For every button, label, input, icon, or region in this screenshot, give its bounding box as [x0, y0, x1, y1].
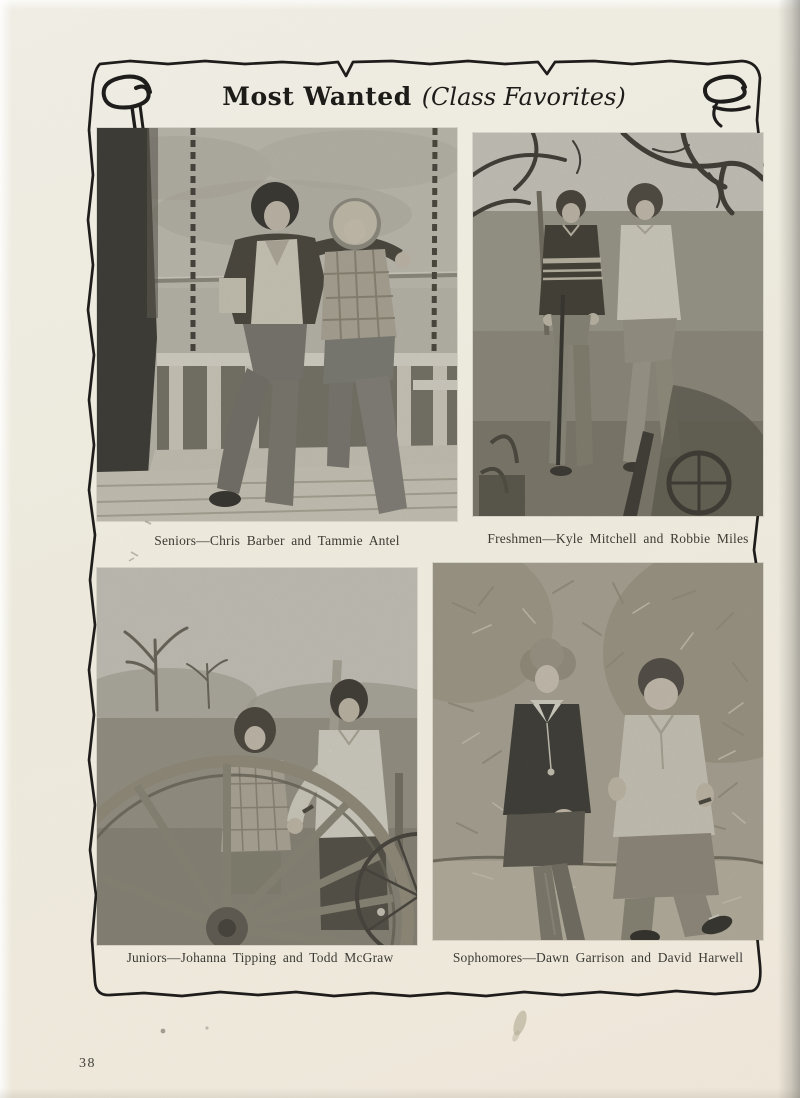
photo-illustration [97, 128, 457, 521]
photo-juniors [97, 568, 417, 945]
page-title [86, 82, 762, 111]
scan-edge-bottom [0, 1088, 800, 1098]
scan-edge-right [778, 0, 800, 1098]
caption-sophomores: Sophomores—Dawn Garrison and David Harwell [452, 950, 744, 965]
photo-illustration [473, 133, 763, 516]
smudge-marks [161, 1009, 530, 1043]
title-main: Most Wanted [222, 82, 412, 111]
photo-illustration [97, 568, 417, 945]
caption-juniors: Juniors—Johanna Tipping and Todd McGraw [126, 950, 394, 965]
photo-illustration [433, 563, 763, 940]
caption-seniors: Seniors—Chris Barber and Tammie Antel [154, 533, 400, 548]
photo-freshmen [473, 133, 763, 516]
caption-freshmen: Freshmen—Kyle Mitchell and Robbie Miles [487, 531, 749, 546]
photo-seniors [97, 128, 457, 521]
photo-sophomores [433, 563, 763, 940]
title-subtitle: (Class Favorites) [421, 83, 626, 111]
scan-edge-top [0, 0, 800, 10]
page-number: 38 [79, 1056, 96, 1071]
scan-edge-left [0, 0, 12, 1098]
